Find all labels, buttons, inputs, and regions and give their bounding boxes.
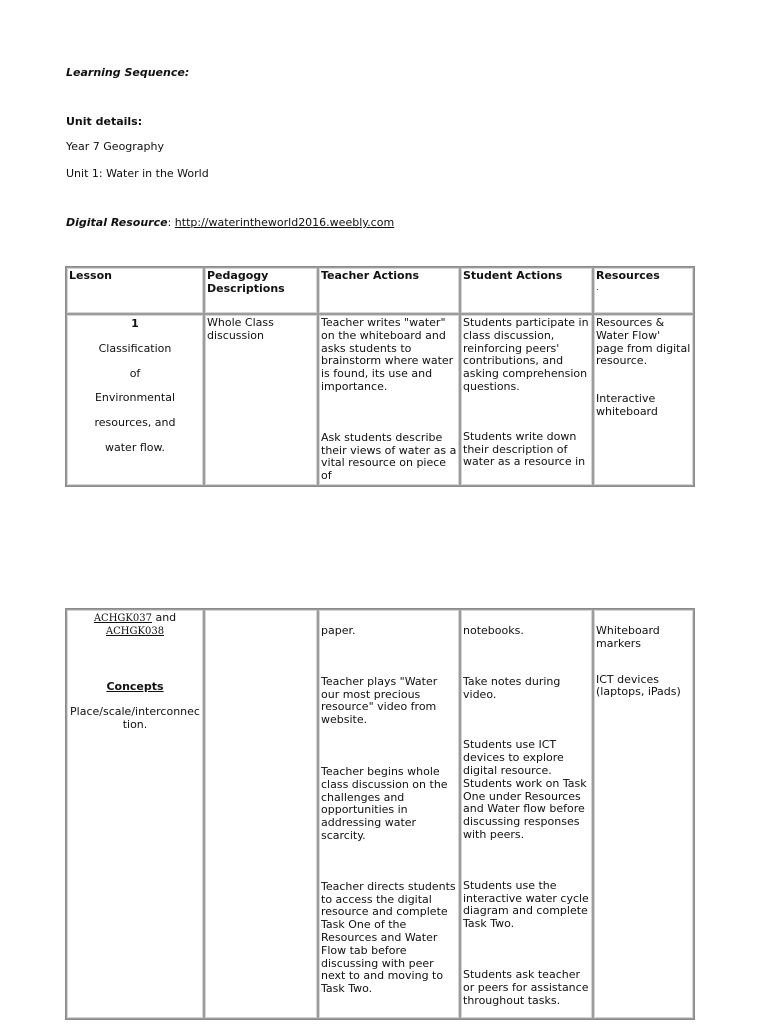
teacher-action-1: Teacher writes "water" on the whiteboard and asks students to brainstorm where water is found, its use and importance. (321, 316, 454, 393)
header-student-actions: Student Actions (460, 267, 593, 314)
teacher-actions-cell (318, 314, 460, 486)
header-teacher-actions: Teacher Actions (318, 267, 460, 314)
lesson-title-line4: resources, and (94, 416, 176, 430)
teacher-actions-cell-continued (318, 609, 460, 1019)
lesson-title-line3: Environmental (94, 391, 176, 405)
teacher-action-2: Ask students describe their views of water as a vital resource on piece of (321, 430, 457, 483)
header-lesson: Lesson (66, 267, 204, 314)
digital-resource-label: Digital Resource (66, 216, 168, 229)
unit-name: Unit 1: Water in the World (66, 167, 209, 180)
table-row (66, 314, 694, 486)
lesson-title-line2: of (129, 366, 141, 380)
digital-resource-line (66, 216, 394, 229)
curriculum-and: and (151, 611, 177, 624)
lesson-table-continued (65, 608, 695, 1020)
resources-cell-continued (593, 609, 694, 1019)
teacher-action-paper: paper. (321, 624, 356, 637)
student-actions-cell-continued (460, 609, 593, 1019)
pedagogy-cell (204, 314, 318, 486)
student-action-notebooks: notebooks. (463, 624, 524, 637)
lesson-table (65, 266, 695, 487)
lesson-number: 1 (131, 317, 139, 330)
pedagogy-text: Whole Class discussion (207, 316, 274, 342)
student-action-diagram: Students use the interactive water cycle diagram and complete Task Two. (463, 878, 589, 931)
student-action-notes: Take notes during video. (463, 674, 561, 701)
lesson-cell-continued (66, 609, 204, 1019)
table-header-row (66, 267, 694, 314)
digital-resource-link[interactable]: http://waterintheworld2016.weebly.com (174, 216, 395, 229)
student-action-assistance: Students ask teacher or peers for assistance throughout tasks. (463, 967, 589, 1007)
teacher-action-discussion: Teacher begins whole class discussion on the challenges and opportunities in addressing water scarcity. (321, 764, 448, 842)
concepts-label: Concepts (106, 679, 164, 693)
table-row (66, 609, 694, 1019)
header-resources: Resources (596, 269, 660, 282)
pedagogy-cell-continued (204, 609, 318, 1019)
lesson-title-line1: Classification (98, 341, 172, 355)
student-action-ict: Students use ICT devices to explore digital resource. Students work on Task One under Resources and Water flow before discussing responses with peers. (463, 738, 587, 841)
unit-year: Year 7 Geography (66, 140, 165, 153)
header-resources-cell (593, 267, 694, 314)
resource-ict-devices: ICT devices (laptops, iPads) (596, 672, 681, 699)
curriculum-codes (69, 612, 201, 626)
curriculum-code-2: ACHGK038 (105, 625, 165, 637)
teacher-action-task: Teacher directs students to access the digital resource and complete Task One of the Resources and Water Flow tab before discussing with peer next to and moving to Task Two. (321, 879, 456, 996)
student-action-2: Students write down their description of water as a resource in (463, 429, 586, 469)
digital-resource-colon: : (167, 216, 172, 229)
teacher-action-video: Teacher plays "Water our most precious resource" video from website. (321, 674, 438, 727)
resource-1: Resources & Water Flow' page from digital resource. (596, 316, 691, 368)
resource-2: Interactive whiteboard (596, 392, 658, 418)
lesson-cell (66, 314, 204, 486)
concepts-text: Place/scale/interconnection. (70, 705, 200, 732)
lesson-title-line5: water flow. (105, 440, 165, 454)
student-action-1: Students participate in class discussion, reinforcing peers' contributions, and asking comprehension questions. (463, 316, 589, 393)
student-actions-cell (460, 314, 593, 486)
resources-cell (593, 314, 694, 486)
page-heading: Learning Sequence: (66, 66, 190, 79)
header-resources-dot: . (596, 282, 599, 292)
header-pedagogy: Pedagogy Descriptions (204, 267, 318, 314)
unit-details-label: Unit details: (66, 115, 143, 128)
curriculum-code-1: ACHGK037 (93, 613, 152, 624)
resource-markers: Whiteboard markers (596, 624, 660, 650)
